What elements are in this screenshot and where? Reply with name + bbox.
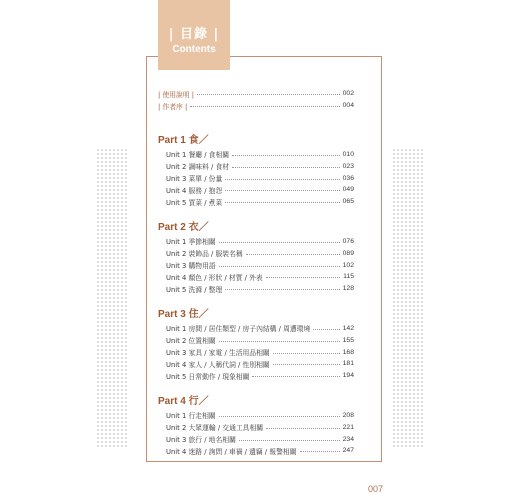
entry-label: Unit 1 季節相關	[166, 238, 216, 247]
table-of-contents	[158, 88, 354, 457]
entry-label: Unit 2 調味料 / 食材	[166, 163, 230, 172]
toc-subtitle: Contents	[172, 44, 216, 55]
entry-label: Unit 2 位置相關	[166, 337, 216, 346]
entry-label: Unit 5 日常動作 / 現象相關	[166, 372, 250, 381]
entry-label: Unit 5 買菜 / 煮菜	[166, 198, 223, 207]
entry-label: Unit 1 餐廳 / 食相關	[166, 151, 230, 160]
dot-leader	[225, 190, 339, 191]
dot-leader	[197, 94, 340, 95]
entry-page: 076	[342, 237, 354, 245]
toc-entry-part2-unit5[interactable]	[158, 283, 354, 295]
entry-page: 194	[342, 372, 354, 380]
entry-label: Unit 3 旅行 / 地名相關	[166, 436, 236, 445]
toc-entry-part1-unit4[interactable]	[158, 184, 354, 196]
entry-page: 247	[342, 447, 354, 455]
toc-entry-part2-unit3[interactable]	[158, 259, 354, 271]
entry-label: Unit 3 家具 / 家電 / 生活用品相關	[166, 349, 270, 358]
toc-entry-part1-unit2[interactable]	[158, 160, 354, 172]
entry-page: 115	[343, 273, 354, 281]
dot-leader	[246, 254, 340, 255]
dot-leader	[266, 428, 340, 429]
dot-leader	[219, 242, 340, 243]
dot-leader	[225, 289, 339, 290]
dot-pattern-left	[96, 148, 128, 448]
dot-leader	[232, 167, 340, 168]
toc-entry-part4-unit1[interactable]	[158, 410, 354, 422]
entry-page: 004	[342, 102, 354, 110]
dot-leader	[273, 353, 340, 354]
entry-page: 010	[342, 150, 354, 158]
dot-leader	[232, 155, 340, 156]
dot-leader	[266, 277, 340, 278]
toc-entry-usage[interactable]	[158, 88, 354, 100]
entry-page: 023	[342, 162, 354, 170]
toc-entry-part3-unit2[interactable]	[158, 334, 354, 346]
dot-leader	[252, 376, 339, 377]
dot-leader	[190, 106, 339, 107]
toc-entry-part3-unit5[interactable]	[158, 370, 354, 382]
entry-label: Unit 4 家人 / 人稱代詞 / 性別相關	[166, 360, 270, 369]
toc-entry-part4-unit2[interactable]	[158, 421, 354, 433]
entry-page: 049	[342, 186, 354, 194]
toc-entry-part2-unit1[interactable]	[158, 236, 354, 248]
toc-entry-preface[interactable]	[158, 100, 354, 112]
entry-page: 142	[342, 324, 354, 332]
entry-label: Unit 4 迷路 / 詢問 / 車禍 / 遺竊 / 報警相關	[166, 447, 297, 456]
entry-label: | 作者序 |	[158, 102, 188, 111]
entry-label: Unit 3 購物用語	[166, 262, 216, 271]
entry-label: Unit 5 洗滌 / 整理	[166, 285, 223, 294]
toc-entry-part4-unit3[interactable]	[158, 433, 354, 445]
toc-entry-part2-unit2[interactable]	[158, 247, 354, 259]
part-3-heading[interactable]: Part 3 住／	[158, 308, 209, 320]
entry-page: 221	[342, 423, 354, 431]
dot-leader	[239, 440, 340, 441]
dot-leader	[313, 329, 339, 330]
entry-page: 089	[342, 249, 354, 257]
entry-label: Unit 2 裝飾品 / 服裝名稱	[166, 250, 243, 259]
entry-page: 168	[342, 348, 354, 356]
toc-entry-part3-unit1[interactable]	[158, 323, 354, 335]
entry-label: Unit 2 大眾運輸 / 交通工具相關	[166, 424, 264, 433]
page-number: 007	[368, 484, 384, 494]
dot-leader	[225, 179, 339, 180]
header-tab	[158, 0, 230, 70]
entry-page: 065	[342, 198, 354, 206]
dot-pattern-right	[392, 148, 424, 448]
part-4-heading[interactable]: Part 4 行／	[158, 395, 209, 407]
dot-leader	[219, 266, 340, 267]
toc-entry-part4-unit4[interactable]	[158, 445, 354, 457]
dot-leader	[219, 416, 340, 417]
entry-label: | 使用說明 |	[158, 90, 195, 99]
dot-leader	[300, 451, 340, 452]
toc-entry-part1-unit3[interactable]	[158, 172, 354, 184]
entry-page: 155	[342, 336, 354, 344]
part-2-heading[interactable]: Part 2 衣／	[158, 221, 209, 233]
toc-entry-part2-unit4[interactable]	[158, 271, 354, 283]
part-1-heading[interactable]: Part 1 食／	[158, 134, 209, 146]
entry-page: 208	[342, 411, 354, 419]
toc-entry-part1-unit5[interactable]	[158, 196, 354, 208]
dot-leader	[219, 341, 340, 342]
toc-entry-part1-unit1[interactable]	[158, 149, 354, 161]
entry-page: 102	[342, 261, 354, 269]
entry-page: 181	[342, 360, 354, 368]
entry-page: 002	[342, 90, 354, 98]
dot-leader	[225, 202, 339, 203]
entry-label: Unit 1 房間 / 居住類型 / 房子內結構 / 周遭環境	[166, 325, 311, 334]
entry-page: 234	[342, 435, 354, 443]
toc-entry-part3-unit3[interactable]	[158, 346, 354, 358]
dot-leader	[273, 364, 340, 365]
entry-label: Unit 3 菜單 / 份量	[166, 175, 223, 184]
toc-title: | 目錄 |	[168, 27, 220, 42]
entry-label: Unit 4 服務 / 抱怨	[166, 186, 223, 195]
toc-entry-part3-unit4[interactable]	[158, 358, 354, 370]
entry-page: 036	[342, 174, 354, 182]
entry-label: Unit 1 行走相關	[166, 412, 216, 421]
entry-page: 128	[342, 285, 354, 293]
entry-label: Unit 4 顏色 / 形狀 / 材質 / 外表	[166, 273, 263, 282]
